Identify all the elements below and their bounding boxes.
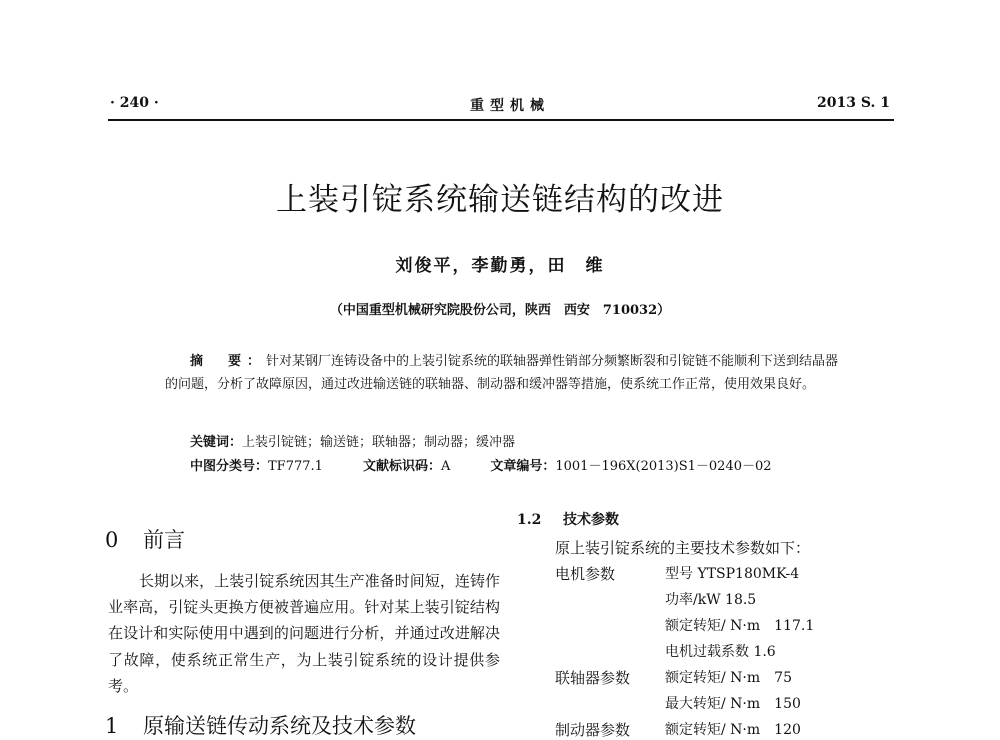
- classification-line: [190, 455, 772, 474]
- doc-code-value: A: [440, 459, 451, 474]
- header-rule: [108, 119, 894, 121]
- abstract-text: 针对某钢厂连铸设备中的上装引锭系统的联轴器弹性销部分频繁断裂和引锭链不能顺利下送到结晶器的问题，分析了故障原因，通过改进输送链的联轴器、制动器和缓冲器等措施，使系统工作正常，使用效果良好。: [165, 354, 839, 392]
- section-number: 1: [105, 714, 119, 738]
- param-value: 1.6: [753, 644, 776, 660]
- section-title: 前言: [143, 528, 185, 552]
- param-name: 最大转矩/ N·m: [665, 696, 761, 712]
- param-name: 额定转矩/ N·m: [665, 670, 761, 686]
- param-name: 电机过载系数: [665, 644, 749, 660]
- param-value: YTSP180MK-4: [697, 566, 800, 582]
- parameters-intro: 原上装引锭系统的主要技术参数如下：: [555, 539, 811, 557]
- clc-label: 中图分类号：: [190, 459, 269, 474]
- keywords-text: 上装引锭链；输送链；联轴器；制动器；缓冲器: [242, 435, 516, 450]
- affiliation: （中国重型机械研究院股份公司，陕西 西安 710032）: [329, 303, 671, 318]
- param-value: 18.5: [725, 592, 757, 608]
- param-name: 额定转矩/ N·m: [665, 618, 761, 634]
- param-name: 额定转矩/ N·m: [665, 722, 761, 738]
- param-item: [665, 667, 792, 687]
- article-no-value: 1001－196X(2013)S1－0240－02: [555, 459, 772, 474]
- param-item: [665, 563, 799, 583]
- param-item: [665, 641, 776, 661]
- abstract-label: 摘 要：: [190, 354, 267, 369]
- param-item: [665, 589, 756, 609]
- section-1-heading: [105, 710, 416, 740]
- param-name: 功率/kW: [665, 592, 721, 608]
- coupling-params-label: 联轴器参数: [555, 669, 631, 687]
- clc-value: TF777.1: [268, 459, 323, 474]
- section-number: 0: [105, 528, 119, 552]
- issue-label: 2013 S. 1: [817, 95, 890, 111]
- subsection-number: 1.2: [517, 512, 542, 528]
- keywords: [190, 431, 515, 450]
- doc-code-label: 文献标识码：: [362, 459, 441, 474]
- motor-params-label: 电机参数: [555, 565, 616, 583]
- article-no-label: 文章编号：: [490, 459, 556, 474]
- param-name: 型号: [665, 566, 693, 582]
- subsection-title: 技术参数: [563, 512, 619, 528]
- param-value: 117.1: [774, 618, 815, 634]
- keywords-label: 关键词：: [190, 435, 243, 450]
- section-title: 原输送链传动系统及技术参数: [143, 714, 416, 738]
- param-item: [665, 615, 814, 635]
- param-item: [665, 693, 801, 713]
- abstract: [165, 350, 845, 396]
- section-0-body: [108, 568, 500, 699]
- subsection-1-2-heading: [517, 509, 619, 529]
- brake-params-label: 制动器参数: [555, 721, 631, 739]
- page-number: · 240 ·: [110, 95, 159, 111]
- param-value: 75: [774, 670, 792, 686]
- section-0-heading: [105, 524, 185, 554]
- journal-name: 重型机械: [470, 98, 550, 114]
- authors: 刘俊平，李勤勇，田 维: [395, 256, 605, 276]
- paper-title: 上装引锭系统输送链结构的改进: [276, 182, 724, 218]
- paragraph: 长期以来，上装引锭系统因其生产准备时间短，连铸作业率高，引锭头更换方便被普遍应用。针对某上装引锭结构在设计和实际使用中遇到的问题进行分析，并通过改进解决了故障，使系统正常生产，为上装引锭系统的设计提供参考。: [108, 572, 500, 695]
- param-item: [665, 719, 801, 739]
- param-value: 150: [774, 696, 801, 712]
- param-value: 120: [774, 722, 801, 738]
